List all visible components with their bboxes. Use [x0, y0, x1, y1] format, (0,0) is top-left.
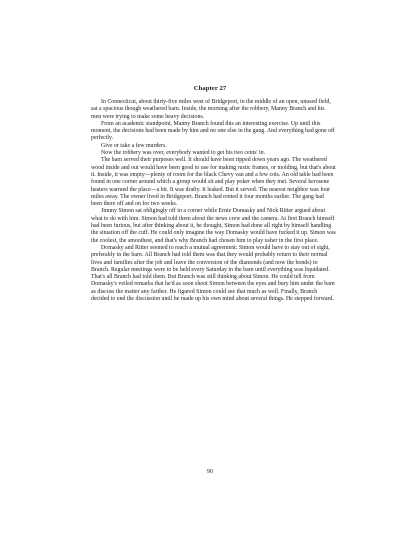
paragraph: Give or take a few murders. [101, 142, 167, 149]
paragraph: Domasky and Ritter seemed to reach a mutual agreement: Simon would have to stay out of sight, preferably in the barn. All Branch had told them was that they would probably return to their normal lives and families after the job and leave the conversion of the diamonds (and now the bonds) to Branch. Regular meetings were to be held every Saturday in the barn until everything was liquidated. That's all Branch had told them. But Branch was still thinking about Simon. He could tell from Domasky's veiled remarks that he'd as soon shoot Simon between the eyes and bury him under the barn as discuss the matter any farther. He figured Simon could see that much as well. Finally, Branch decided to end the discussion until he made up his own mind about several things. He stepped forward. [91, 244, 335, 303]
paragraph: The barn served their purposes well. It should have been ripped down years ago. The weathered wood inside and out would have been good to use for making rustic frames, or molding, but that's about it. Inside, it was empty—plenty of room for the black Chevy van and a few cots. An old table had been found in one corner around which a group would sit and play poker when they met. Several kerosene heaters warmed the place—a bit. It was drafty. It leaked. But it served. The nearest neighbor was four miles away. The owner lived in Bridgeport. Branch had rented it four months earlier. The gang had been there off and on for two weeks. [91, 157, 336, 208]
paragraph: Now the robbery was over, everybody wanted to get his two cents' in. [101, 150, 266, 157]
paragraph: Jimmy Simon sat obligingly off in a corner while Ernie Domasky and Nick Ritter argued about what to do with him. Simon had told them about the news crew and the camera. At first Branch himself had been furious, but after thinking about it, he thought, Simon had done all right by himself handling the situation off the cuff. He could only imagine the way Domasky would have fucked it up. Simon was the coolest, the smoothest, and that's why Branch had chosen him to play usher in the first place. [91, 208, 336, 244]
body-text [91, 99, 336, 303]
page-number: 90 [207, 469, 213, 475]
paragraph: In Connecticut, about thirty-five miles west of Bridgeport, in the middle of an open, unused field, sat a spacious though weathered barn. Inside, the morning after the robbery, Manny Branch and his men were trying to make some heavy decisions. [91, 99, 331, 120]
paragraph: From an academic standpoint, Manny Branch found this an interesting exercise. Up until this moment, the decisions had been made by him and no one else in the gang. And everything had gone off perfectly. [91, 120, 335, 142]
chapter-title: Chapter 27 [193, 85, 227, 92]
